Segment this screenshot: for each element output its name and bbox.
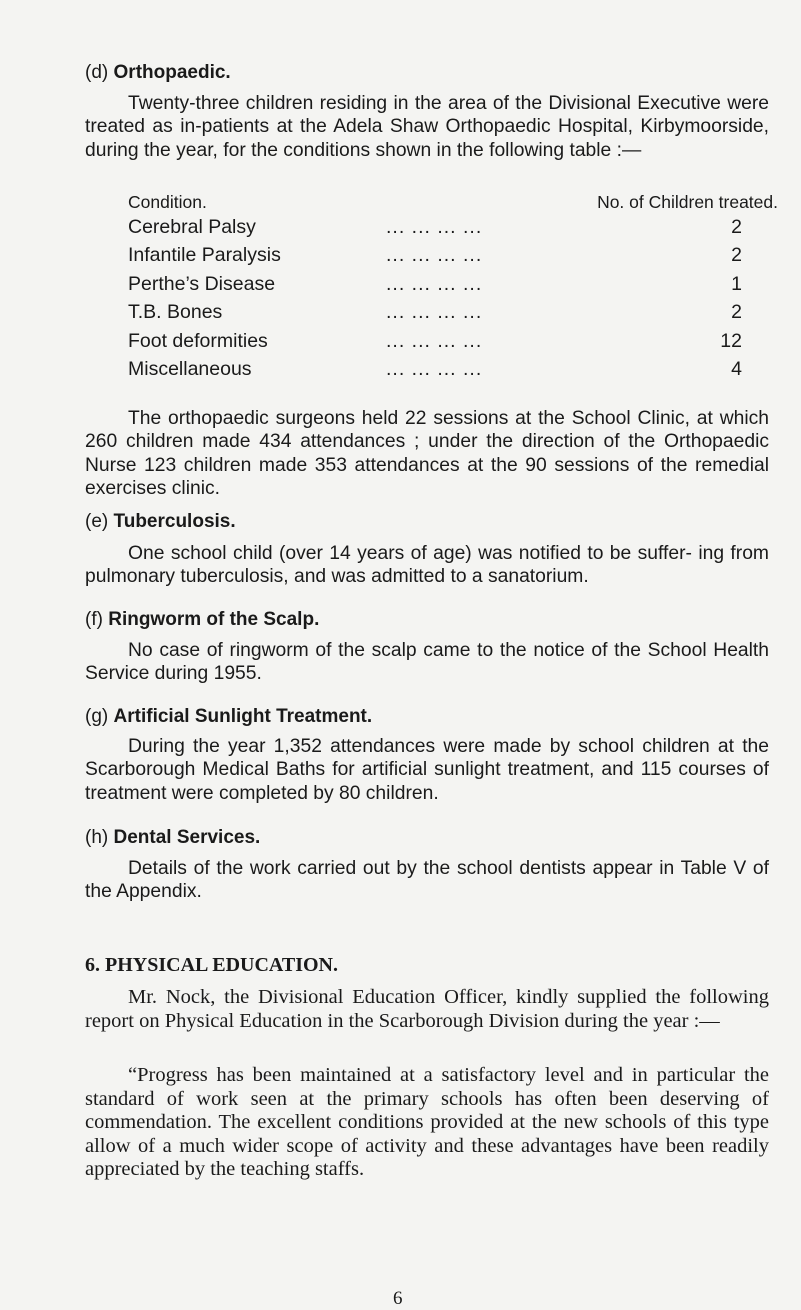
section-6-number: 6. bbox=[85, 954, 100, 976]
col-count-header: No. of Children treated. bbox=[597, 192, 778, 212]
table-row bbox=[128, 358, 778, 386]
row-count: 1 bbox=[731, 272, 742, 295]
row-leader-dots: ... ... ... ... bbox=[386, 357, 483, 380]
row-condition: Infantile Paralysis bbox=[128, 244, 281, 267]
section-e-text: One school child (over 14 years of age) was notified to be suffer- ing from pulmonary tuberculosis, and was admitted to a sanatorium. bbox=[85, 543, 769, 588]
row-count: 2 bbox=[731, 301, 742, 324]
section-g-letter: (g) bbox=[85, 706, 109, 727]
table-row bbox=[128, 330, 778, 358]
section-d-title: Orthopaedic. bbox=[113, 62, 231, 83]
section-d-intro: Twenty-three children residing in the area of the Divisional Executive were treated as in-patients at the Adela Shaw Orthopaedic Hospital, Kirbymoorside, during the year, for the conditions shown in the following table :— bbox=[85, 93, 769, 161]
table-row bbox=[128, 273, 778, 301]
section-h-title: Dental Services. bbox=[113, 827, 261, 848]
row-leader-dots: ... ... ... ... bbox=[386, 244, 483, 267]
section-e-heading bbox=[85, 511, 236, 533]
section-h-letter: (h) bbox=[85, 827, 109, 848]
table-header bbox=[128, 192, 778, 216]
table-row bbox=[128, 301, 778, 329]
section-6-para1: Mr. Nock, the Divisional Education Officer, kindly supplied the following report on Physical Education in the Scarborough Division during the year :— bbox=[85, 986, 769, 1032]
page-number: 6 bbox=[393, 1288, 403, 1309]
row-leader-dots: ... ... ... ... bbox=[386, 301, 483, 324]
row-condition: Miscellaneous bbox=[128, 357, 252, 380]
row-condition: Foot deformities bbox=[128, 329, 268, 352]
section-e-letter: (e) bbox=[85, 511, 109, 532]
section-d-followup: The orthopaedic surgeons held 22 sessions at the School Clinic, at which 260 children made 434 attendances ; under the direction of the Orthopaedic Nurse 123 children made 353 attendances at the 90 sessions of the remedial exercises clinic. bbox=[85, 408, 769, 499]
row-condition: T.B. Bones bbox=[128, 301, 223, 324]
section-d-heading bbox=[85, 62, 231, 84]
row-condition: Cerebral Palsy bbox=[128, 216, 256, 238]
row-count: 12 bbox=[720, 329, 742, 352]
row-leader-dots: ... ... ... ... bbox=[386, 216, 483, 238]
section-g-title: Artificial Sunlight Treatment. bbox=[113, 706, 373, 727]
table-row bbox=[128, 244, 778, 272]
row-leader-dots: ... ... ... ... bbox=[386, 329, 483, 352]
section-g-text: During the year 1,352 attendances were made by school children at the Scarborough Medical Baths for artificial sunlight treatment, and 115 courses of treatment were completed by 80 children. bbox=[85, 736, 769, 804]
section-f-title: Ringworm of the Scalp. bbox=[108, 609, 320, 630]
section-g-heading bbox=[85, 706, 372, 728]
section-h-text: Details of the work carried out by the school dentists appear in Table V of the Appendix. bbox=[85, 858, 769, 903]
section-f-text: No case of ringworm of the scalp came to the notice of the School Health Service during 1955. bbox=[85, 640, 769, 685]
col-condition-header: Condition. bbox=[128, 192, 207, 212]
section-6-title: PHYSICAL EDUCATION. bbox=[105, 954, 338, 976]
row-condition: Perthe’s Disease bbox=[128, 272, 276, 295]
conditions-table bbox=[128, 192, 778, 386]
section-6-para2: “Progress has been maintained at a satisfactory level and in particular the standard of work seen at the primary schools has often been deserving of commendation. The excellent conditions provided at the new schools of this type allow of a much wider scope of activity and these advantages have been readily appreciated by the teaching staffs. bbox=[85, 1064, 769, 1181]
section-h-heading bbox=[85, 827, 260, 849]
row-count: 2 bbox=[731, 216, 742, 238]
section-f-heading bbox=[85, 609, 319, 631]
table-row bbox=[128, 216, 778, 244]
row-leader-dots: ... ... ... ... bbox=[386, 272, 483, 295]
section-f-letter: (f) bbox=[85, 609, 103, 630]
section-6-heading bbox=[85, 954, 338, 977]
row-count: 2 bbox=[731, 244, 742, 267]
section-e-title: Tuberculosis. bbox=[113, 511, 236, 532]
section-d-letter: (d) bbox=[85, 62, 109, 83]
row-count: 4 bbox=[731, 357, 742, 380]
